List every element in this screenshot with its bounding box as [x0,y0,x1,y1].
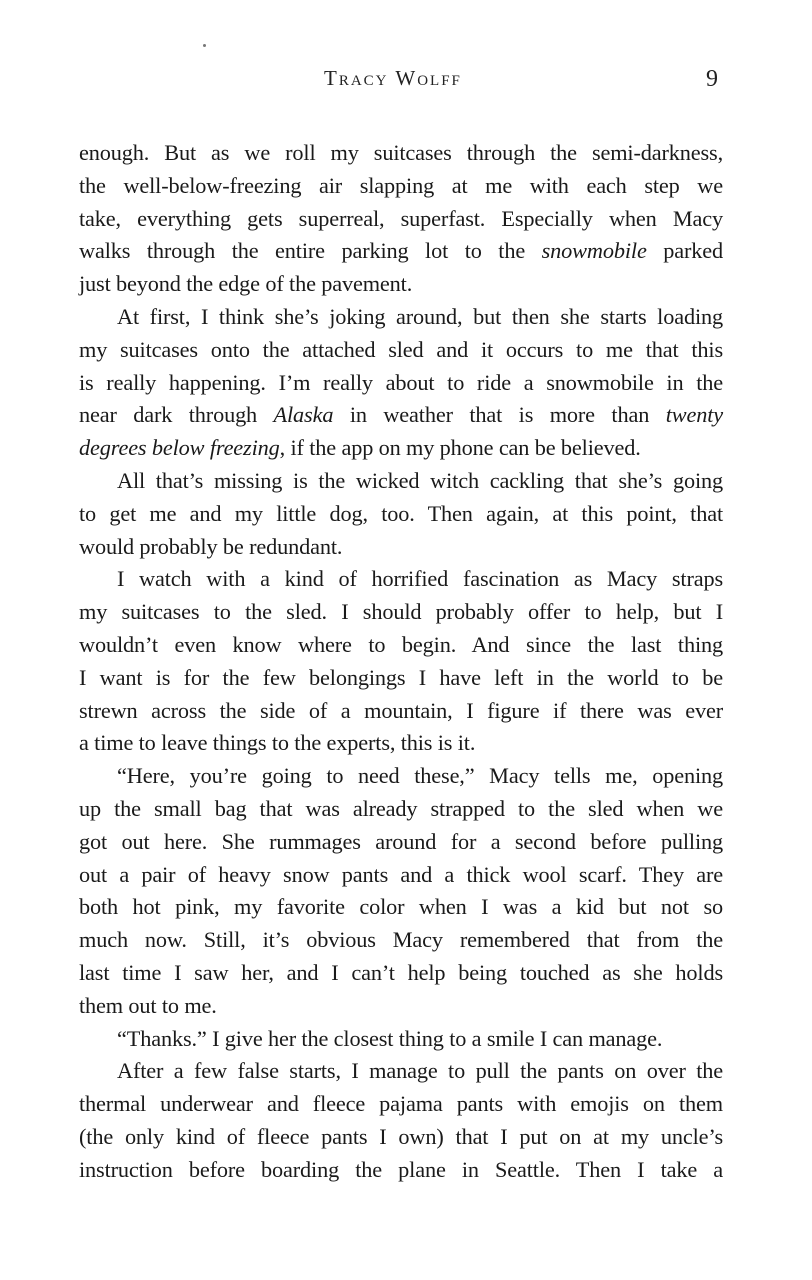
italic-text: degrees below freezing [79,435,280,461]
text-line [79,563,723,596]
text-segment: to get me and my little dog, too. Then again, at this point, that [79,500,723,526]
text-segment: “Here, you’re going to need these,” Macy tells me, opening [117,763,723,789]
text-segment: got out here. She rummages around for a second before pulling [79,828,723,854]
page-header [0,64,812,100]
text-segment: last time I saw her, and I can’t help being touched as she holds [79,959,723,985]
text-segment: them out to me. [79,992,217,1018]
text-segment: just beyond the edge of the pavement. [79,271,413,297]
text-line [79,826,723,859]
text-line [79,1055,723,1088]
text-line [79,203,723,236]
text-line [79,1088,723,1121]
text-segment: thermal underwear and fleece pajama pants with emojis on them [79,1091,723,1117]
text-line [79,793,723,826]
text-line [79,695,723,728]
text-line [79,1154,723,1187]
text-segment: At first, I think she’s joking around, but then she starts loading [117,303,723,329]
text-line [79,367,723,400]
italic-text: Alaska [273,402,334,428]
text-segment: I want is for the few belongings I have left in the world to be [79,664,723,690]
text-line [79,170,723,203]
text-line [79,891,723,924]
running-head-author: Tracy Wolff [324,66,462,90]
text-line [79,235,723,268]
text-segment: up the small bag that was already strapped to the sled when we [79,795,723,821]
text-segment: my suitcases onto the attached sled and it occurs to me that this [79,336,723,362]
text-line [79,596,723,629]
text-line [79,662,723,695]
text-line [79,1023,723,1056]
text-line [79,629,723,662]
text-line [79,137,723,170]
text-segment: After a few false starts, I manage to pull the pants on over the [117,1058,723,1084]
text-segment: walks through the entire parking lot to the [79,238,542,264]
text-line [79,1121,723,1154]
text-segment: All that’s missing is the wicked witch cackling that she’s going [117,467,723,493]
text-segment: in weather that is more than [333,402,666,428]
text-segment: much now. Still, it’s obvious Macy remembered that from the [79,927,723,953]
text-line [79,859,723,892]
italic-text: snowmobile [541,238,647,264]
text-segment: parked [646,238,724,264]
text-segment: my suitcases to the sled. I should probably offer to help, but I [79,599,723,625]
text-segment: the well-below-freezing air slapping at me with each step we [79,172,723,198]
text-segment: a time to leave things to the experts, this is it. [79,730,476,756]
text-line [79,268,723,301]
page-number: 9 [706,66,718,92]
text-segment: , if the app on my phone can be believed. [279,435,641,461]
italic-text: twenty [665,402,723,428]
text-line [79,957,723,990]
text-segment: wouldn’t even know where to begin. And since the last thing [79,631,723,657]
print-speck [203,44,206,47]
text-segment: I watch with a kind of horrified fascination as Macy straps [117,566,723,592]
text-segment: (the only kind of fleece pants I own) that I put on at my uncle’s [79,1123,723,1149]
text-line [79,399,723,432]
text-segment: take, everything gets superreal, superfast. Especially when Macy [79,205,723,231]
text-segment: enough. But as we roll my suitcases through the semi-darkness, [79,140,723,165]
text-line [79,498,723,531]
text-segment: “Thanks.” I give her the closest thing to a smile I can manage. [117,1025,663,1051]
text-segment: both hot pink, my favorite color when I was a kid but not so [79,894,723,920]
body-text [79,137,723,1187]
text-line [79,924,723,957]
text-line [79,531,723,564]
text-line [79,301,723,334]
text-line [79,990,723,1023]
text-line [79,727,723,760]
text-line [79,334,723,367]
text-segment: would probably be redundant. [79,533,343,559]
text-line [79,432,723,465]
text-line [79,465,723,498]
text-segment: near dark through [79,402,274,428]
text-segment: is really happening. I’m really about to ride a snowmobile in the [79,369,723,395]
text-segment: instruction before boarding the plane in Seattle. Then I take a [79,1156,723,1182]
text-segment: strewn across the side of a mountain, I figure if there was ever [79,697,723,723]
text-line [79,760,723,793]
text-segment: out a pair of heavy snow pants and a thick wool scarf. They are [79,861,723,887]
